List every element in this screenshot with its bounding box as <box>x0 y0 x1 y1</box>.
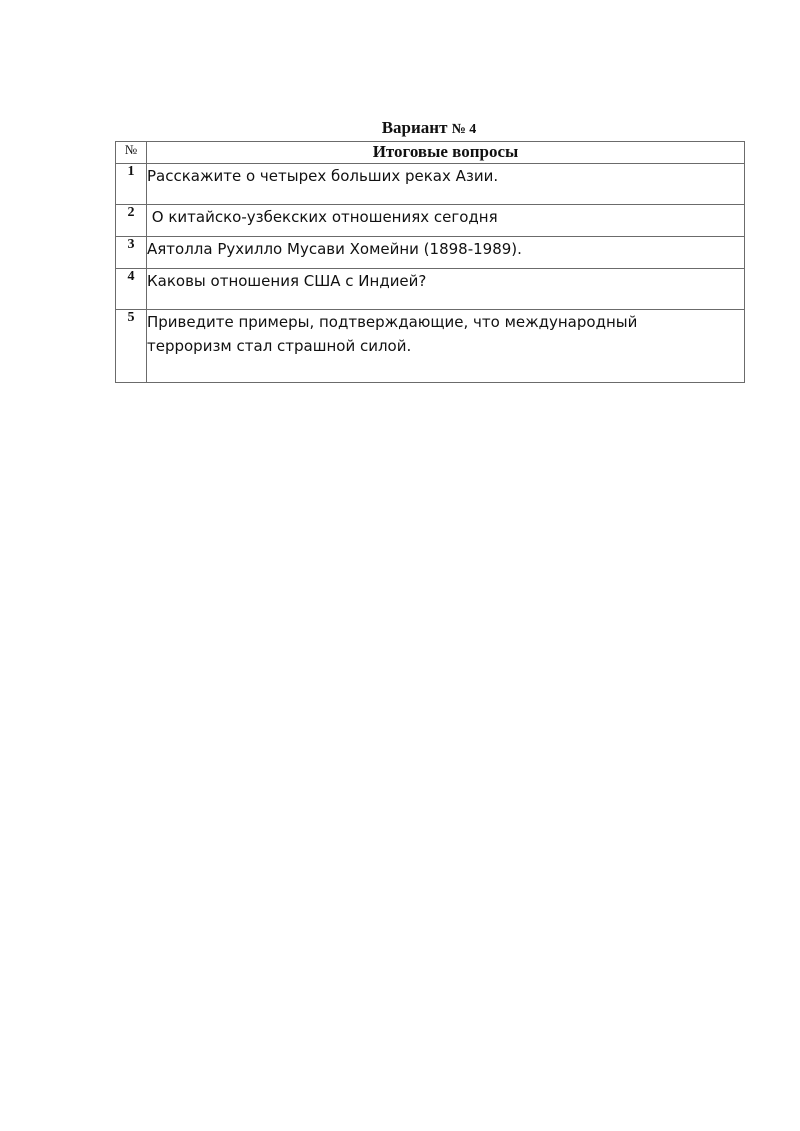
question-number: 4 <box>116 269 147 310</box>
variant-title-word: Вариант <box>381 118 448 137</box>
question-number: 3 <box>116 237 147 269</box>
table-row <box>116 237 745 269</box>
number-column-header: № <box>116 142 147 164</box>
question-number: 1 <box>116 164 147 205</box>
question-text: О китайско-узбекских отношениях сегодня <box>147 205 745 237</box>
questions-column-header: Итоговые вопросы <box>147 142 745 164</box>
question-text: Расскажите о четырех больших реках Азии. <box>147 164 745 205</box>
questions-table <box>115 141 745 383</box>
table-row <box>116 269 745 310</box>
question-text: Аятолла Рухилло Мусави Хомейни (1898-1989). <box>147 237 745 269</box>
question-text: Каковы отношения США с Индией? <box>147 269 745 310</box>
question-text: Приведите примеры, подтверждающие, что международный терроризм стал страшной силой. <box>147 310 745 383</box>
variant-number: № 4 <box>451 122 477 137</box>
table-row <box>116 205 745 237</box>
question-number: 5 <box>116 310 147 383</box>
question-number: 2 <box>116 205 147 237</box>
variant-title <box>0 118 800 140</box>
table-row <box>116 310 745 383</box>
table-row <box>116 164 745 205</box>
table-header-row <box>116 142 745 164</box>
